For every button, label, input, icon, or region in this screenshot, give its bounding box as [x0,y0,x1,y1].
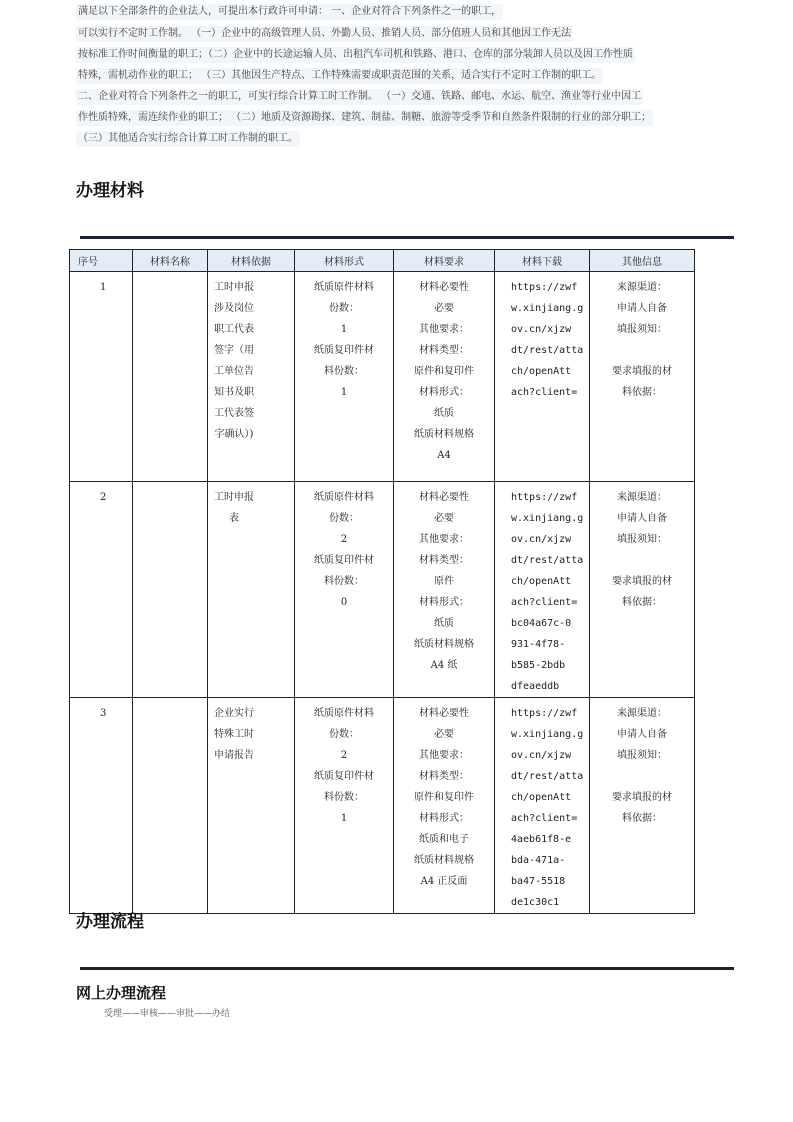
cell-line: 必要 [434,303,454,314]
cell-line: ba47-5518 [511,876,566,887]
cell-line: 1 [340,387,348,398]
cell-line: ach?client= [511,597,578,608]
material-name-cell [133,698,254,914]
cell-line: 要求填报的材 [612,366,672,377]
cell-line: 材料类型： [419,345,469,356]
cell-line: ch/openAtt [511,792,572,803]
cell-line: dt/rest/atta [511,345,584,356]
cell-line: 料依据： [622,387,662,398]
cell-line: 1 [340,813,348,824]
intro-line: 按标准工作时间衡量的职工；（二）企业中的长途运输人员、出租汽车司机和铁路、港口、仓库的部分装卸人员以及因工作性质 [76,47,635,63]
cell-line: 份数： [329,729,359,740]
cell-line: 纸质原件材料 [314,282,374,293]
cell-line: ov.cn/xjzw [511,534,572,545]
cell-line: 料份数： [324,792,364,803]
materials-table [69,249,695,914]
header-form: 材料形式 [295,250,394,272]
cell-line: 纸质 [434,408,454,419]
online-process-title: 网上办理流程 [76,984,167,1002]
material-basis-cell [208,482,295,698]
cell-line: 材料形式： [419,387,469,398]
material-name-cell [133,272,254,482]
material-requirement-cell [394,482,495,698]
material-other-cell [590,272,695,482]
cell-line: 涉及岗位 [214,303,254,314]
cell-line: w.xinjiang.g [511,513,584,524]
intro-line: 满足以下全部条件的企业法人，可提出本行政许可申请： 一、企业对符合下列条件之一的职工， [76,4,503,20]
cell-line: bc04a67c-0 [511,618,572,629]
intro-line: 可以实行不定时工作制。 （一）企业中的高级管理人员、外勤人员、推销人员、部分值班人员和其他因工作无法 [76,26,573,42]
cell-line: 材料必要性 [419,708,469,719]
header-other: 其他信息 [590,250,695,272]
cell-line: dfeaeddb [511,681,560,692]
cell-line: A4 纸 [430,660,458,671]
materials-divider [80,236,734,239]
material-download-cell[interactable] [495,698,590,914]
materials-table-header [70,250,695,272]
cell-line: 来源渠道： [617,282,667,293]
cell-line: 料依据： [622,813,662,824]
cell-line: 纸质复印件材 [314,771,374,782]
cell-line: 材料必要性 [419,492,469,503]
cell-line: 3 [100,708,107,719]
cell-line: 纸质材料规格 [414,429,474,440]
cell-line: 申请人自备 [617,729,667,740]
cell-line: dt/rest/atta [511,555,584,566]
cell-line: w.xinjiang.g [511,303,584,314]
cell-line: 填报须知： [617,750,667,761]
cell-line: 填报须知： [617,324,667,335]
cell-line: 材料类型： [419,771,469,782]
header-download: 材料下载 [495,250,590,272]
cell-line: bda-471a- [511,855,566,866]
process-divider [80,967,734,970]
cell-line: 料依据： [622,597,662,608]
cell-line: 表 [229,513,239,524]
material-name-cell [133,482,254,698]
material-form-cell [295,482,394,698]
cell-line: ov.cn/xjzw [511,324,572,335]
cell-line: 工时申报 [214,492,254,503]
cell-line: 0 [340,597,348,608]
cell-line: 工单位告 [214,366,254,377]
process-section-title: 办理流程 [76,912,144,932]
cell-line: https://zwf [511,282,578,293]
cell-line: 原件和复印件 [414,366,474,377]
table-row [70,698,695,914]
material-download-cell[interactable] [495,482,590,698]
cell-line: 2 [340,534,348,545]
cell-line: 931-4f78- [511,639,566,650]
cell-line: ach?client= [511,387,578,398]
material-other-cell [590,482,695,698]
cell-line: ch/openAtt [511,576,572,587]
cell-line: 纸质材料规格 [414,855,474,866]
intro-line: （三）其他适合实行综合计算工时工作制的职工。 [76,131,300,147]
cell-line: 要求填报的材 [612,576,672,587]
cell-line: 4aeb61f8-e [511,834,572,845]
cell-line: ach?client= [511,813,578,824]
cell-line [590,340,694,361]
table-row [70,272,695,482]
cell-line: 必要 [434,513,454,524]
cell-line: 原件 [434,576,454,587]
cell-line: https://zwf [511,708,578,719]
cell-line: https://zwf [511,492,578,503]
cell-line: 工代表签 [214,408,254,419]
cell-line: 纸质材料规格 [414,639,474,650]
cell-line: 来源渠道： [617,708,667,719]
material-download-cell[interactable] [495,272,590,482]
cell-line: 纸质原件材料 [314,492,374,503]
cell-line: 料份数： [324,576,364,587]
cell-line: 企业实行 [214,708,254,719]
header-basis: 材料依据 [208,250,295,272]
cell-line: 纸质 [434,618,454,629]
cell-line: 签字（用 [214,345,254,356]
cell-line: 1 [340,324,348,335]
cell-line: dt/rest/atta [511,771,584,782]
cell-line: 其他要求： [419,750,469,761]
header-name: 材料名称 [133,250,208,272]
cell-line: de1c30c1 [511,897,560,908]
cell-line: 申请人自备 [617,303,667,314]
cell-line: 材料必要性 [419,282,469,293]
cell-line [590,766,694,787]
cell-line: 1 [100,282,107,293]
cell-line: 份数： [329,513,359,524]
intro-line: 特殊，需机动作业的职工； （三）其他因生产特点、工作特殊需要或职责范围的关系，适合实行不定时工作制的职工。 [76,68,603,84]
cell-line: A4 [437,450,451,461]
intro-line: 作性质特殊，需连续作业的职工； （二）地质及资源勘探、建筑、制盐、制糖、旅游等受季节和自然条件限制的行业的部分职工； [76,110,653,126]
materials-section-title: 办理材料 [76,181,144,201]
seq-cell [70,272,133,482]
cell-line [590,550,694,571]
cell-line: 纸质和电子 [419,834,469,845]
header-requirement: 材料要求 [394,250,495,272]
intro-line: 二、企业对符合下列条件之一的职工，可实行综合计算工时工作制。 （一）交通、铁路、邮电、水运、航空、渔业等行业中因工 [76,89,643,105]
cell-line: 材料形式： [419,813,469,824]
cell-line: ch/openAtt [511,366,572,377]
cell-line: 知书及职 [214,387,254,398]
cell-line: 纸质复印件材 [314,345,374,356]
seq-cell [70,698,133,914]
cell-line: 要求填报的材 [612,792,672,803]
cell-line: ov.cn/xjzw [511,750,572,761]
cell-line: 纸质原件材料 [314,708,374,719]
cell-line: 申请报告 [214,750,254,761]
cell-line: w.xinjiang.g [511,729,584,740]
cell-line: 材料类型： [419,555,469,566]
cell-line: 职工代表 [214,324,254,335]
cell-line: 2 [340,750,348,761]
cell-line: 特殊工时 [214,729,254,740]
material-form-cell [295,272,394,482]
cell-line: A4 正反面 [420,876,468,887]
cell-line: b585-2bdb [511,660,566,671]
cell-line: 料份数： [324,366,364,377]
cell-line: 来源渠道： [617,492,667,503]
cell-line: 2 [100,492,107,503]
material-requirement-cell [394,272,495,482]
cell-line: 字确认）) [214,429,254,440]
cell-line: 申请人自备 [617,513,667,524]
cell-line: 工时申报 [214,282,254,293]
seq-cell [70,482,133,698]
cell-line: 份数： [329,303,359,314]
material-other-cell [590,698,695,914]
table-row [70,482,695,698]
cell-line: 其他要求： [419,534,469,545]
online-process-steps: 受理——审核——审批——办结 [104,1009,231,1019]
cell-line: 纸质复印件材 [314,555,374,566]
cell-line: 其他要求： [419,324,469,335]
material-requirement-cell [394,698,495,914]
cell-line: 原件和复印件 [414,792,474,803]
cell-line: 材料形式： [419,597,469,608]
header-seq: 序号 [70,250,133,272]
cell-line: 必要 [434,729,454,740]
material-form-cell [295,698,394,914]
cell-line: 填报须知： [617,534,667,545]
